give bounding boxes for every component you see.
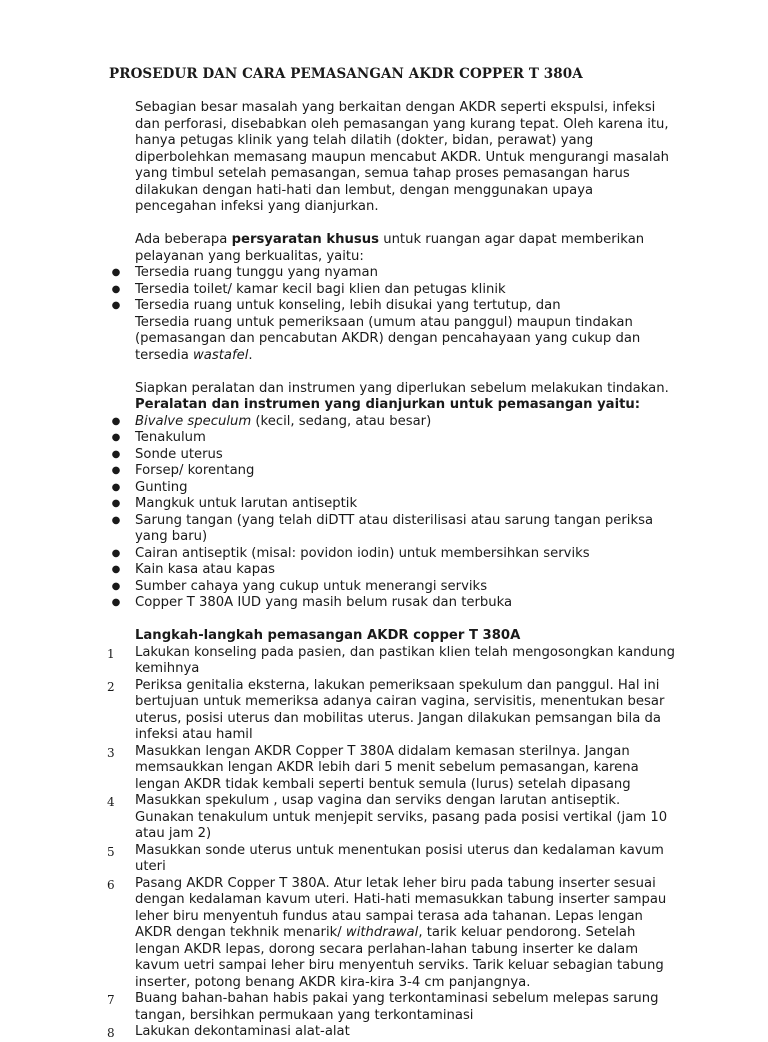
step-text: Pasang AKDR Copper T 380A. Atur letak leher biru pada tabung inserter sesuai dengan kedalaman kavum uteri. Hati-hati memasukkan tabung inserter sampau leher biru menyentuh fundus atau sampai terasa ada tahanan. Lepas lengan AKDR dengan tekhnik menarik/ (135, 875, 667, 940)
equipment-text: Copper T 380A IUD yang masih belum rusak dan terbuka (135, 595, 513, 610)
requirements-lead-bold: persyaratan khusus (231, 232, 380, 247)
equipment-text: Kain kasa atau kapas (135, 562, 276, 577)
equipment-item (111, 562, 680, 579)
bullet-icon: ● (111, 267, 121, 278)
step-text: Masukkan sonde uterus untuk menentukan posisi uterus dan kedalaman kavum uteri (135, 842, 664, 874)
requirement-item (111, 281, 680, 299)
step-text-italic: withdrawal (345, 925, 419, 940)
equipment-heading: Peralatan dan instrumen yang dianjurkan untuk pemasangan yaitu: (135, 397, 641, 412)
bullet-icon: ● (111, 580, 121, 592)
step-item (107, 1024, 680, 1041)
document-title: PROSEDUR DAN CARA PEMASANGAN AKDR COPPER T 380A (109, 66, 583, 82)
step-number: 4 (107, 795, 115, 809)
equipment-text: Sarung tangan (yang telah diDTT atau disterilisasi atau sarung tangan periksa yang baru) (135, 512, 654, 544)
equipment-text: Sonde uterus (135, 446, 223, 462)
step-item (107, 991, 680, 1024)
equipment-item (111, 496, 680, 513)
requirements-lead-end: untuk ruangan agar dapat memberikan pelayanan yang berkualitas, yaitu: (135, 232, 645, 264)
step-text-end: , tarik keluar pendorong. Setelah lengan AKDR lepas, dorong secara perlahan-lahan tabung inserter ke dalam kavum uetri sampai leher biru menyentuh serviks. Tarik keluar sebagian tabung inserter, potong benang AKDR kira-kira 3-4 cm panjangnya. (135, 925, 664, 990)
equipment-text: Tenakulum (135, 430, 206, 445)
bullet-icon: ● (111, 448, 121, 460)
equipment-item (111, 545, 680, 563)
equipment-item (111, 578, 680, 596)
requirements-lead-start: Ada beberapa (135, 232, 232, 247)
step-text: Lakukan dekontaminasi alat-alat (135, 1024, 350, 1039)
step-item (107, 793, 680, 843)
equipment-item (111, 430, 680, 447)
step-item (107, 677, 680, 744)
step-number: 8 (107, 1026, 115, 1040)
requirement-continuation-italic: wastafel (193, 347, 249, 363)
equipment-text: (kecil, sedang, atau besar) (251, 413, 432, 429)
requirement-continuation-end: . (248, 347, 253, 363)
bullet-icon: ● (111, 300, 121, 311)
equipment-item (111, 463, 680, 480)
requirement-text: Tersedia toilet/ kamar kecil bagi klien dan petugas klinik (135, 281, 506, 297)
equipment-item (111, 446, 680, 464)
steps-heading: Langkah-langkah pemasangan AKDR copper T 380A (135, 628, 521, 643)
equipment-prep-text: Siapkan peralatan dan instrumen yang diperlukan sebelum melakukan tindakan. (135, 380, 669, 396)
requirement-item (111, 265, 680, 282)
requirements-lead (135, 232, 675, 265)
bullet-icon: ● (111, 498, 121, 509)
step-item (107, 875, 680, 992)
requirement-text: Tersedia ruang tunggu yang nyaman (135, 265, 378, 280)
bullet-icon: ● (111, 597, 121, 608)
bullet-icon: ● (111, 547, 121, 559)
equipment-text: Cairan antiseptik (misal: povidon iodin) untuk membersihkan serviks (135, 545, 590, 561)
step-number: 7 (107, 993, 115, 1007)
equipment-text: Forsep/ korentang (135, 463, 255, 478)
requirement-item (111, 298, 680, 315)
equipment-text-italic: Bivalve speculum (135, 413, 252, 429)
step-text: Lakukan konseling pada pasien, dan pastikan klien telah mengosongkan kandung kemihnya (135, 644, 675, 676)
document-body (0, 100, 768, 1041)
bullet-icon: ● (111, 283, 121, 295)
equipment-item (111, 413, 680, 431)
step-text: Periksa genitalia eksterna, lakukan pemeriksaan spekulum dan panggul. Hal ini bertujuan untuk memeriksa adanya cairan vagina, servisitis, menentukan besar uterus, posisi uterus dan mobilitas uterus. Jangan dilakukan pemsangan bila da infeksi atau hamil (135, 677, 665, 742)
step-number: 3 (107, 745, 115, 760)
intro-paragraph: Sebagian besar masalah yang berkaitan dengan AKDR seperti ekspulsi, infeksi dan perforasi, disebabkan oleh pemasangan yang kurang tepat. Oleh karena itu, hanya petugas klinik yang telah dilatih (dokter, bidan, perawat) yang diperbolehkan memasang maupun mencabut AKDR. Untuk mengurangi masalah yang timbul setelah pemasangan, semua tahap proses pemasangan harus dilakukan dengan hati-hati dan lembut, dengan menggunakan upaya pencegahan infeksi yang dianjurkan. (135, 100, 670, 214)
equipment-item (111, 595, 680, 612)
step-text: Buang bahan-bahan habis pakai yang terkontaminasi sebelum melepas sarung tangan, bersihkan permukaan yang terkontaminasi (135, 991, 659, 1023)
equipment-text: Gunting (135, 479, 188, 495)
bullet-icon: ● (111, 465, 121, 476)
equipment-item (111, 512, 680, 546)
step-item (107, 644, 680, 678)
step-item (107, 842, 680, 876)
bullet-icon: ● (111, 514, 121, 526)
step-text: Masukkan spekulum , usap vagina dan serviks dengan larutan antiseptik. Gunakan tenakulum untuk menjepit serviks, pasang pada posisi vertikal (jam 10 atau jam 2) (135, 793, 668, 841)
step-item (107, 743, 680, 794)
step-text: Masukkan lengan AKDR Copper T 380A didalam kemasan sterilnya. Jangan memsaukkan lengan AKDR lebih dari 5 menit sebelum pemasangan, karena lengan AKDR tidak kembali seperti bentuk semula (lurus) setelah dipasang (135, 743, 639, 792)
step-number: 6 (107, 877, 115, 892)
step-number: 1 (107, 646, 115, 661)
requirement-text: Tersedia ruang untuk konseling, lebih disukai yang tertutup, dan (135, 298, 561, 313)
requirement-continuation-text: Tersedia ruang untuk pemeriksaan (umum atau panggul) maupun tindakan (pemasangan dan pencabutan AKDR) dengan pencahayaan yang cukup dan tersedia (135, 314, 641, 363)
bullet-icon: ● (111, 564, 121, 575)
equipment-text: Sumber cahaya yang cukup untuk menerangi serviks (135, 578, 488, 594)
bullet-icon: ● (111, 432, 121, 443)
equipment-item (111, 479, 680, 497)
equipment-text: Mangkuk untuk larutan antiseptik (135, 496, 358, 511)
requirement-continuation (135, 315, 675, 365)
bullet-icon: ● (111, 415, 121, 427)
bullet-icon: ● (111, 481, 121, 493)
step-number: 2 (107, 679, 115, 694)
step-number: 5 (107, 844, 115, 859)
